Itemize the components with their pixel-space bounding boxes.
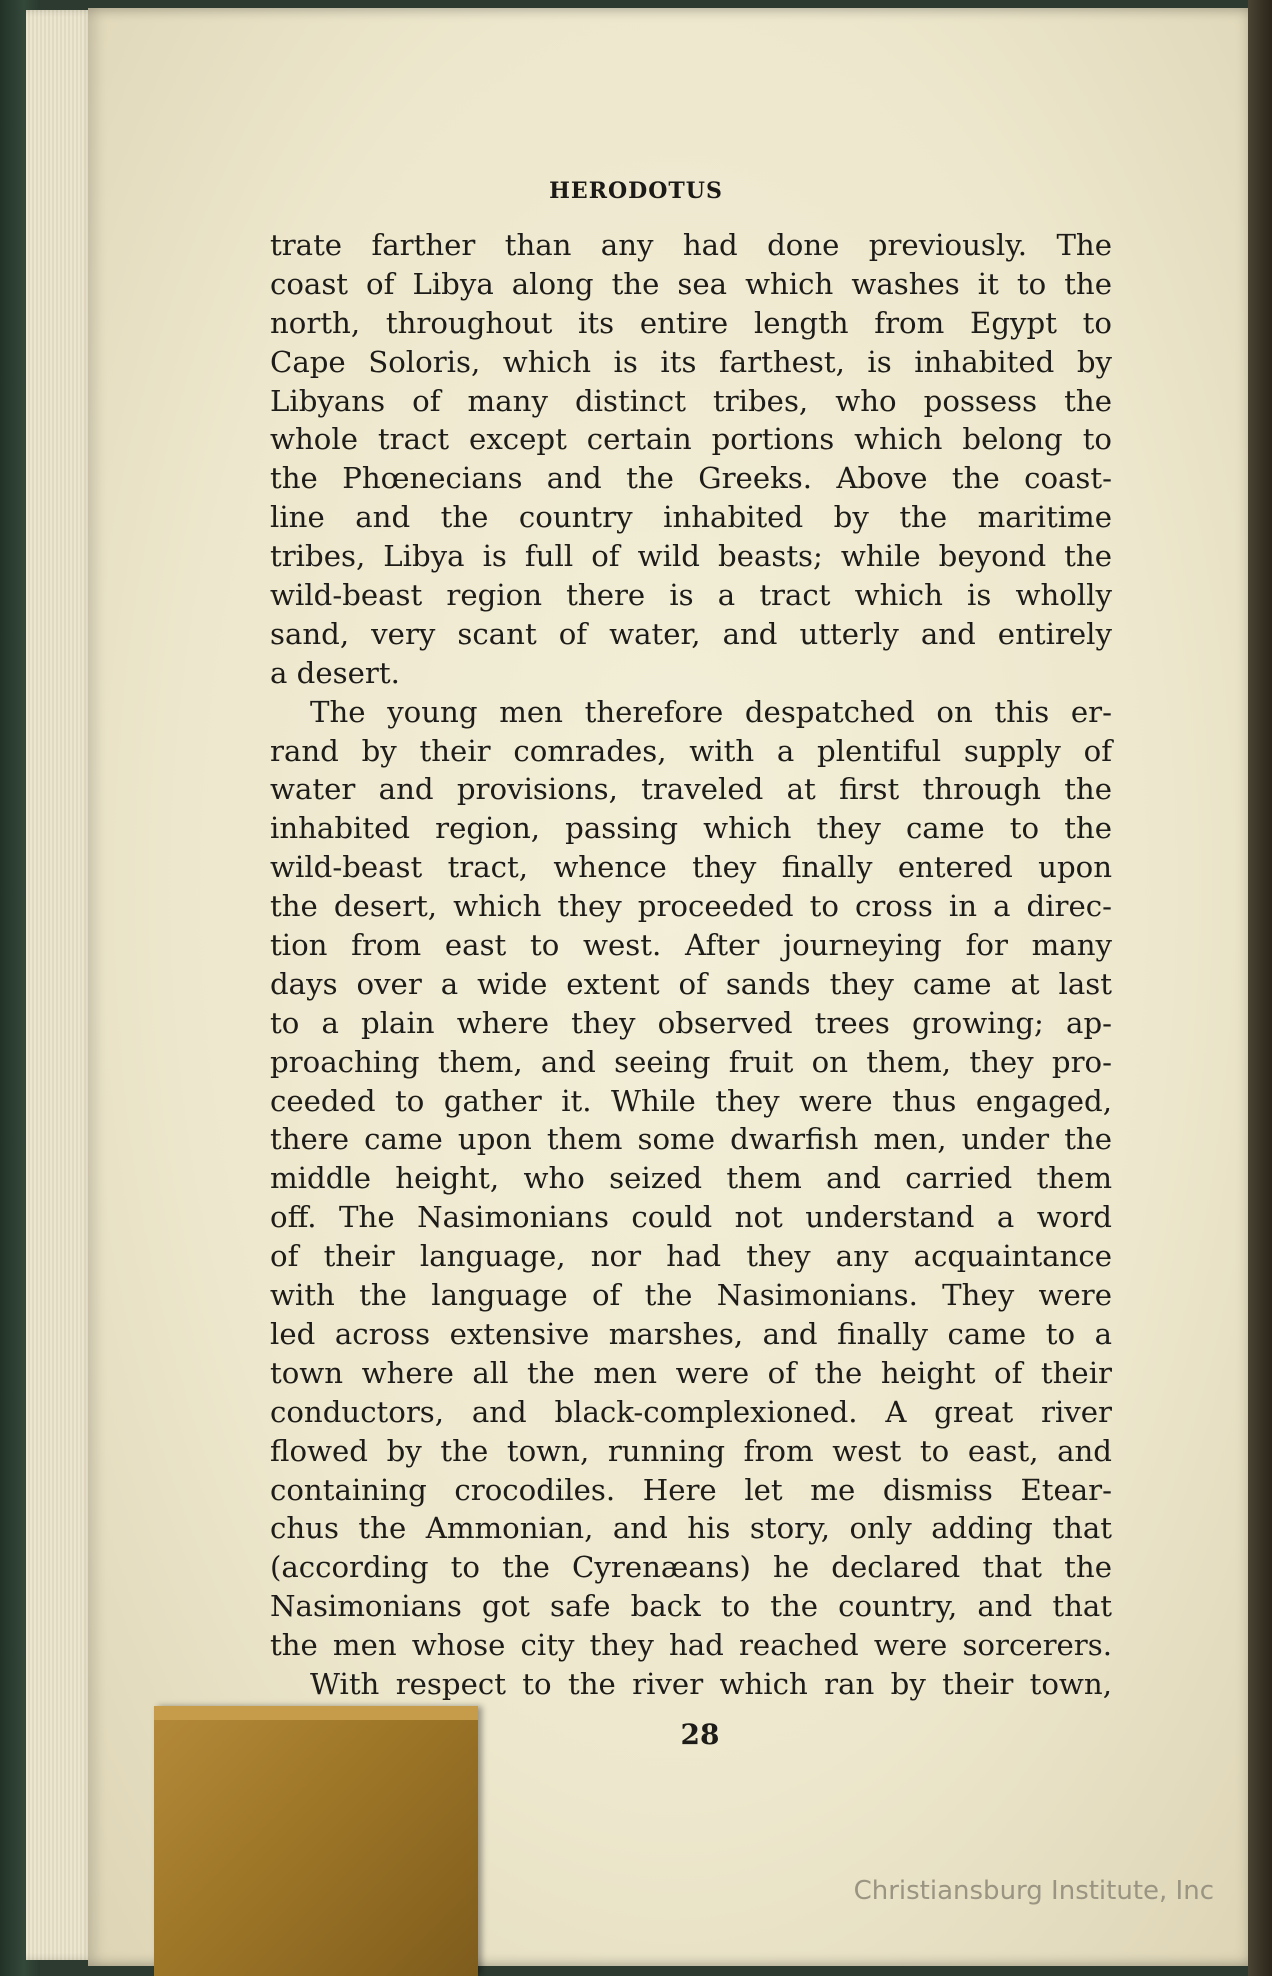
facing-page-shadow — [1248, 0, 1272, 1976]
text-line: ceeded to gather it. While they were thus engaged, — [270, 1083, 1112, 1118]
text-line: (according to the Cyrenæans) he declared that the — [270, 1550, 1112, 1585]
text-line: whole tract except certain portions which belong to — [270, 422, 1112, 457]
text-line: middle height, who seized them and carried them — [270, 1161, 1112, 1196]
page-edges — [26, 10, 96, 1960]
text-line: flowed by the town, running from west to east, and — [270, 1433, 1112, 1468]
text-line: sand, very scant of water, and utterly and entirely — [270, 616, 1112, 651]
running-head: HERODOTUS — [549, 178, 723, 204]
wooden-block-top — [154, 1706, 478, 1720]
text-line: conductors, and black-complexioned. A great river — [270, 1394, 1112, 1429]
text-line: with the language of the Nasimonians. They were — [270, 1278, 1112, 1313]
text-line: coast of Libya along the sea which washes it to the — [270, 266, 1112, 301]
text-line: a desert. — [270, 655, 400, 690]
text-line: wild-beast tract, whence they finally entered upon — [270, 850, 1112, 885]
text-line: wild-beast region there is a tract which is wholly — [270, 578, 1112, 613]
text-line: inhabited region, passing which they came to the — [270, 811, 1112, 846]
text-line: off. The Nasimonians could not understand a word — [270, 1200, 1112, 1235]
text-line: there came upon them some dwarfish men, under the — [270, 1122, 1112, 1157]
text-line: of their language, nor had they any acquaintance — [270, 1239, 1112, 1274]
text-line: the men whose city they had reached were sorcerers. — [270, 1628, 1112, 1663]
wooden-block — [154, 1706, 478, 1976]
text-line: led across extensive marshes, and finally came to a — [270, 1316, 1112, 1351]
text-line: chus the Ammonian, and his story, only adding that — [270, 1511, 1112, 1546]
text-line: the desert, which they proceeded to cross in a direc- — [270, 889, 1112, 924]
text-line: With respect to the river which ran by their town, — [310, 1666, 1112, 1701]
page-number: 28 — [680, 1718, 720, 1751]
text-line: The young men therefore despatched on this er- — [310, 694, 1112, 729]
text-line: the Phœnecians and the Greeks. Above the coast- — [270, 461, 1112, 496]
text-line: trate farther than any had done previously. The — [270, 228, 1112, 262]
text-line: proaching them, and seeing fruit on them, they pro- — [270, 1044, 1112, 1079]
text-line: town where all the men were of the height of their — [270, 1355, 1112, 1390]
text-line: Libyans of many distinct tribes, who possess the — [270, 383, 1112, 418]
text-line: Cape Soloris, which is its farthest, is inhabited by — [270, 344, 1112, 379]
text-line: Nasimonians got safe back to the country, and that — [270, 1589, 1112, 1624]
text-line: containing crocodiles. Here let me dismiss Etear- — [270, 1472, 1112, 1507]
text-line: rand by their comrades, with a plentiful supply of — [270, 733, 1112, 768]
body-text — [270, 226, 1112, 1704]
text-line: line and the country inhabited by the maritime — [270, 500, 1112, 535]
watermark: Christiansburg Institute, Inc — [853, 1876, 1214, 1906]
text-line: tion from east to west. After journeying for many — [270, 928, 1112, 963]
text-line: days over a wide extent of sands they came at last — [270, 966, 1112, 1001]
text-line: north, throughout its entire length from Egypt to — [270, 305, 1112, 340]
text-line: tribes, Libya is full of wild beasts; while beyond the — [270, 539, 1112, 574]
text-line: water and provisions, traveled at first through the — [270, 772, 1112, 807]
text-line: to a plain where they observed trees growing; ap- — [270, 1005, 1112, 1040]
